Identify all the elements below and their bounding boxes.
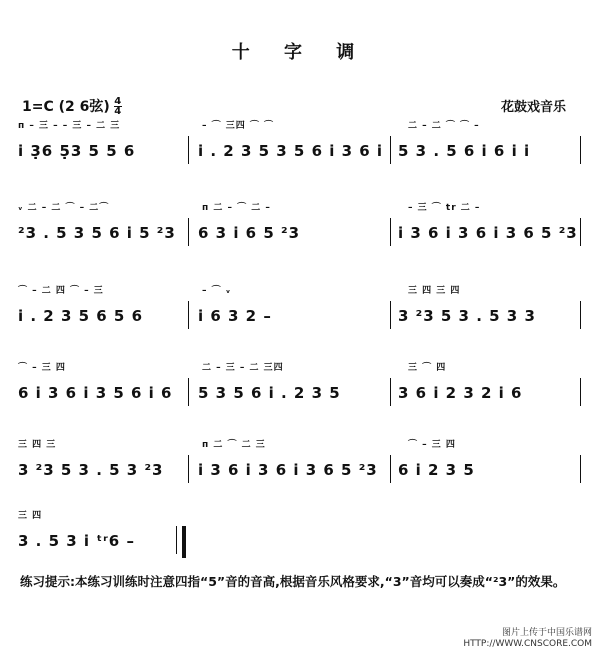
bar-markings: 二 – 三 – 二 三四: [202, 363, 284, 373]
barline: [390, 378, 391, 406]
tip-label: 练习提示:: [20, 574, 75, 589]
measure-notes: 5 3 . 5 6 i 6 i i: [398, 142, 531, 160]
barline: [580, 301, 581, 329]
barline: [188, 455, 189, 483]
bar-markings: ᴨ – 三 – – 三 – 二 三: [18, 121, 121, 131]
bar-markings: 三 四 三 四: [408, 286, 461, 296]
measure-notes: i . 2 3 5 6 5 6: [18, 307, 144, 325]
watermark: [463, 628, 592, 650]
barline: [188, 378, 189, 406]
barline: [580, 136, 581, 164]
bar-markings: 三 四 三: [18, 440, 57, 450]
measure-notes: 5 3 5 6 i . 2 3 5: [198, 384, 341, 402]
score-line: [18, 118, 582, 178]
measure-notes: i 3̣6 5̣3 5 5 6: [18, 142, 136, 160]
bar-markings: ᴨ 二 – ⌒ 二 –: [202, 203, 271, 213]
score-line: [18, 508, 582, 568]
measure-notes: 6 i 3 6 i 3 5 6 i 6: [18, 384, 173, 402]
bar-markings: – ⌒ ᵥ: [202, 286, 232, 296]
measure-notes: 6 i 2 3 5: [398, 461, 475, 479]
barline: [390, 218, 391, 246]
score-line: [18, 283, 582, 343]
tip-text: 本练习训练时注意四指“5”音的音高,根据音乐风格要求,“3”音均可以奏成“²3”的效果。: [75, 574, 566, 589]
bar-markings: – 三 ⌒ tr 二 –: [408, 203, 481, 213]
barline: [188, 218, 189, 246]
bar-markings: ⌒ – 三 四: [18, 363, 66, 373]
source-label: 花鼓戏音乐: [500, 100, 566, 115]
bar-markings: ᵥ 二 – 二 ⌒ – 二⌒: [18, 203, 110, 213]
score-line: [18, 437, 582, 497]
watermark-line1: 图片上传于中国乐谱网: [501, 628, 592, 638]
measure-notes: 3 ²3 5 3 . 5 3 ²3: [18, 461, 164, 479]
barline: [390, 136, 391, 164]
key-signature: [22, 96, 122, 116]
final-barline: [182, 526, 186, 558]
measure-notes: i 3 6 i 3 6 i 3 6 5 ²3: [398, 224, 578, 242]
meter-top: 4: [114, 95, 122, 107]
page-title: 十 字 调: [231, 42, 369, 63]
score-line: [18, 200, 582, 260]
barline: [580, 455, 581, 483]
watermark-line2: HTTP://WWW.CNSCORE.COM: [463, 639, 592, 649]
measure-notes: i 6 3 2 –: [198, 307, 272, 325]
bar-markings: – ⌒ 三四 ⌒ ⌒: [202, 121, 275, 131]
measure-notes: 3 . 5 3 i ᵗʳ6 –: [18, 532, 135, 550]
measure-notes: 3 6 i 2 3 2 i 6: [398, 384, 523, 402]
measure-notes: 6 3 i 6 5 ²3: [198, 224, 301, 242]
barline: [390, 455, 391, 483]
barline: [580, 218, 581, 246]
barline: [390, 301, 391, 329]
score-line: [18, 360, 582, 420]
meter-bottom: 4: [114, 105, 122, 117]
practice-tip: [20, 571, 590, 593]
time-signature: [114, 97, 122, 116]
bar-markings: 三 ⌒ 四: [408, 363, 447, 373]
barline: [580, 378, 581, 406]
measure-notes: ²3 . 5 3 5 6 i 5 ²3: [18, 224, 176, 242]
bar-markings: ⌒ – 二 四 ⌒ – 三: [18, 286, 104, 296]
bar-markings: ᴨ 二 ⌒ 二 三: [202, 440, 266, 450]
barline: [188, 301, 189, 329]
bar-markings: 三 四: [18, 511, 43, 521]
measure-notes: i . 2 3 5 3 5 6 i 3 6 i: [198, 142, 384, 160]
barline: [176, 526, 177, 554]
barline: [188, 136, 189, 164]
measure-notes: 3 ²3 5 3 . 5 3 3: [398, 307, 536, 325]
key-label: 1=C (2 6弦): [22, 99, 110, 115]
bar-markings: 二 – 二 ⌒ ⌒ –: [408, 121, 480, 131]
bar-markings: ⌒ – 三 四: [408, 440, 456, 450]
measure-notes: i 3 6 i 3 6 i 3 6 5 ²3: [198, 461, 378, 479]
